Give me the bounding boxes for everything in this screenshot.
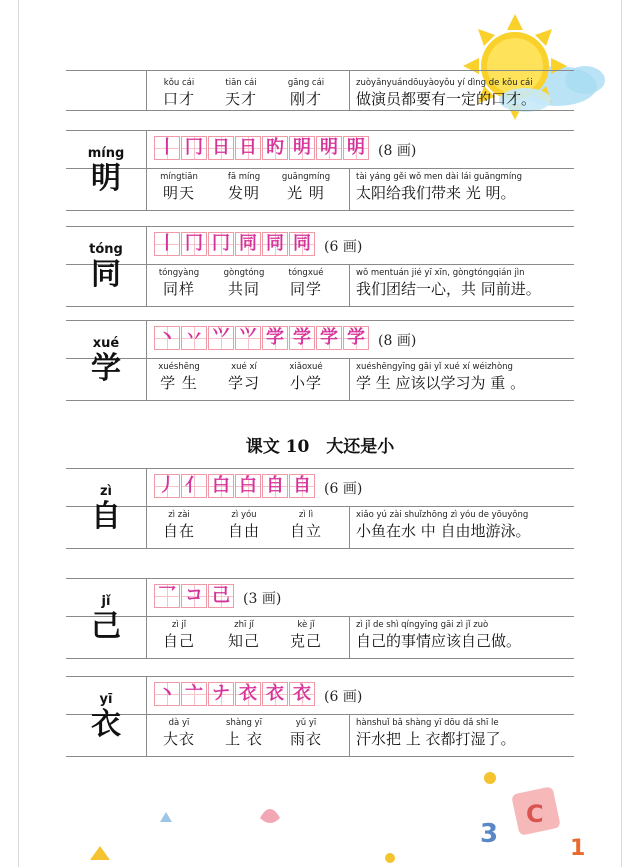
stroke-step: 同 (262, 232, 288, 256)
rule-line (66, 756, 574, 757)
char-entry-1 (66, 226, 574, 308)
stroke-count: (6 画) (324, 239, 363, 255)
column-divider (349, 506, 350, 548)
word-item: xuéshēng 学 生 (158, 362, 200, 392)
column-divider (349, 168, 350, 210)
word-item: yǔ yī 雨衣 (289, 718, 322, 748)
stroke-step: 学 (316, 326, 342, 350)
stroke-step: 乛 (154, 584, 180, 608)
stroke-step: 亠 (181, 682, 207, 706)
char-pinyin: yī (99, 692, 113, 707)
char-glyph: 自 (91, 499, 121, 534)
example-sentence: zì jǐ de shì qíngyīng gāi zì jǐ zuò 自己的事情应该自己做。 (356, 620, 522, 650)
char-entry-0 (66, 130, 574, 212)
stroke-order (154, 584, 235, 610)
example-sentence: wǒ mentuán jié yī xīn, gòngtóngqián jìn 我们团结一心，共 同前进。 (356, 268, 541, 298)
stroke-order (154, 136, 370, 162)
word-item: dà yī 大衣 (162, 718, 195, 748)
stroke-order (154, 326, 370, 352)
column-divider (349, 264, 350, 306)
stroke-step: 己 (208, 584, 234, 608)
stroke-step: 冂 (181, 136, 207, 160)
rule-line (66, 468, 574, 469)
stroke-count: (3 画) (243, 591, 282, 607)
column-divider (146, 578, 147, 658)
char-pinyin: tóng (89, 242, 123, 257)
stroke-order (154, 232, 316, 258)
stroke-step: コ (181, 584, 207, 608)
column-divider (349, 714, 350, 756)
char-entry-2 (66, 320, 574, 402)
char-pinyin: xué (92, 336, 120, 351)
word-item: xiǎoxué 小学 (289, 362, 323, 392)
char-entry-4 (66, 578, 574, 660)
word-gang-cai: gāng cái 刚才 (287, 78, 325, 108)
svg-text:1: 1 (570, 836, 586, 861)
column-divider (146, 676, 147, 756)
toys-illustration (60, 760, 640, 867)
stroke-step: 冂 (181, 232, 207, 256)
word-item: kè jǐ 克己 (289, 620, 322, 650)
rule-line (66, 676, 574, 677)
svg-text:3: 3 (480, 819, 499, 849)
stroke-order (154, 474, 316, 500)
char-glyph: 同 (91, 257, 121, 292)
rule-line (66, 578, 574, 579)
stroke-count: (6 画) (324, 481, 363, 497)
stroke-step: 丶 (154, 326, 180, 350)
column-divider (146, 130, 147, 210)
char-glyph: 明 (91, 161, 121, 196)
stroke-step: 旳 (262, 136, 288, 160)
word-item: zì zài 自在 (162, 510, 195, 540)
word-item: zì yóu 自由 (227, 510, 260, 540)
stroke-step: 衣 (235, 682, 261, 706)
stroke-step: 自 (289, 474, 315, 498)
stroke-step: 学 (343, 326, 369, 350)
stroke-step: 冂 (208, 232, 234, 256)
stroke-step: 日 (235, 136, 261, 160)
word-item: zì jǐ 自己 (162, 620, 195, 650)
char-pinyin: zì (99, 484, 113, 499)
stroke-step: 学 (289, 326, 315, 350)
stroke-step: 明 (289, 136, 315, 160)
word-item: míngtiān 明天 (160, 172, 198, 202)
stroke-step: 白 (235, 474, 261, 498)
rule-line (66, 210, 574, 211)
stroke-step: ナ (208, 682, 234, 706)
word-item: tóngyàng 同样 (158, 268, 200, 298)
stroke-count: (8 画) (378, 333, 417, 349)
rule-line (66, 130, 574, 131)
top-row (66, 70, 574, 112)
stroke-step: 白 (208, 474, 234, 498)
stroke-step: 丨 (154, 136, 180, 160)
stroke-step: 衣 (262, 682, 288, 706)
char-entry-3 (66, 468, 574, 550)
char-entry-5 (66, 676, 574, 758)
example-sentence: hànshuǐ bǎ shàng yī dōu dǎ shī le 汗水把 上 衣都打湿了。 (356, 718, 516, 748)
stroke-count: (6 画) (324, 689, 363, 705)
column-divider (146, 468, 147, 548)
column-divider (146, 226, 147, 306)
char-pinyin: jǐ (101, 594, 111, 609)
word-kou-cai: kǒu cái 口才 (162, 78, 195, 108)
stroke-step: 明 (316, 136, 342, 160)
rule-line (66, 320, 574, 321)
column-divider (349, 358, 350, 400)
stroke-step: 丨 (154, 232, 180, 256)
column-divider (349, 616, 350, 658)
svg-text:C: C (526, 800, 544, 828)
stroke-step: 同 (235, 232, 261, 256)
example-sentence: xuéshēngyīng gāi yǐ xué xí wéizhòng 学 生 应该以学习为 重 。 (356, 362, 526, 392)
word-item: shàng yī 上 衣 (225, 718, 263, 748)
rule-line (66, 548, 574, 549)
rule-line (66, 400, 574, 401)
stroke-step: 同 (289, 232, 315, 256)
char-glyph: 己 (91, 609, 121, 644)
word-item: gòngtóng 共同 (223, 268, 265, 298)
example-sentence: zuòyǎnyuándōuyàoyǒu yí dìng de kǒu cái 做演员都要有一定的口才。 (356, 78, 537, 108)
char-pinyin: míng (87, 146, 125, 161)
char-glyph: 衣 (91, 707, 121, 742)
word-item: guāngmíng 光 明 (281, 172, 331, 202)
example-sentence: tài yáng gěi wǒ men dài lái guāngmíng 太阳给我们带来 光 明。 (356, 172, 522, 202)
stroke-count: (8 画) (378, 143, 417, 159)
rule-line (66, 658, 574, 659)
stroke-step: 丷 (181, 326, 207, 350)
stroke-step: ⺍ (208, 326, 234, 350)
rule-line (66, 226, 574, 227)
stroke-order (154, 682, 316, 708)
stroke-step: 学 (262, 326, 288, 350)
stroke-step: 日 (208, 136, 234, 160)
word-item: tóngxué 同学 (288, 268, 324, 298)
word-item: fā míng 发明 (227, 172, 261, 202)
stroke-step: 丿 (154, 474, 180, 498)
word-item: xué xí 学习 (227, 362, 260, 392)
stroke-step: 明 (343, 136, 369, 160)
word-tian-cai: tiān cái 天才 (224, 78, 257, 108)
word-item: zhī jǐ 知己 (227, 620, 260, 650)
example-sentence: xiǎo yú zài shuǐzhōng zì yóu de yōuyǒng 小鱼在水 中 自由地游泳。 (356, 510, 531, 540)
stroke-step: 丶 (154, 682, 180, 706)
rule-line (66, 306, 574, 307)
stroke-step: 亻 (181, 474, 207, 498)
lesson-title: 课文 10 大还是小 (245, 437, 395, 457)
stroke-step: 衣 (289, 682, 315, 706)
word-item: zì lì 自立 (289, 510, 322, 540)
stroke-step: ⺍ (235, 326, 261, 350)
column-divider (146, 320, 147, 400)
stroke-step: 自 (262, 474, 288, 498)
char-glyph: 学 (91, 351, 121, 386)
